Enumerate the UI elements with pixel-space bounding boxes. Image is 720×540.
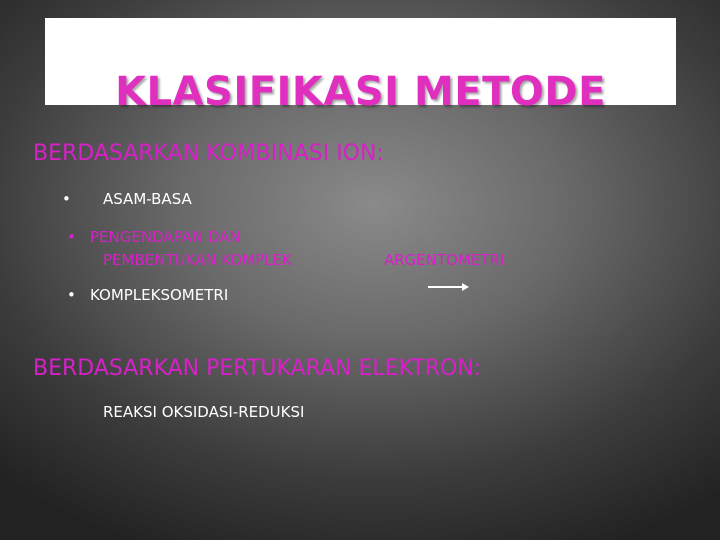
list-item-pembentukan-komplek: PEMBENTUKAN KOMPLEK <box>103 251 292 269</box>
slide-title: KLASIFIKASI METODE <box>115 69 606 115</box>
bullet-marker: • <box>62 190 71 208</box>
title-box <box>45 18 676 115</box>
section-heading-pertukaran-elektron: BERDASARKAN PERTUKARAN ELEKTRON: <box>33 356 482 381</box>
section-heading-kombinasi-ion: BERDASARKAN KOMBINASI ION: <box>33 141 384 166</box>
label-argentometri: ARGENTOMETRI <box>384 251 505 269</box>
bullet-marker: • <box>67 228 76 246</box>
list-item-pengendapan: PENGENDAPAN DAN <box>90 228 241 246</box>
list-item-redoks: REAKSI OKSIDASI-REDUKSI <box>103 403 305 421</box>
list-item-kompleksometri: KOMPLEKSOMETRI <box>90 286 229 304</box>
list-item-asam-basa: ASAM-BASA <box>103 190 192 208</box>
bullet-marker: • <box>67 286 76 304</box>
